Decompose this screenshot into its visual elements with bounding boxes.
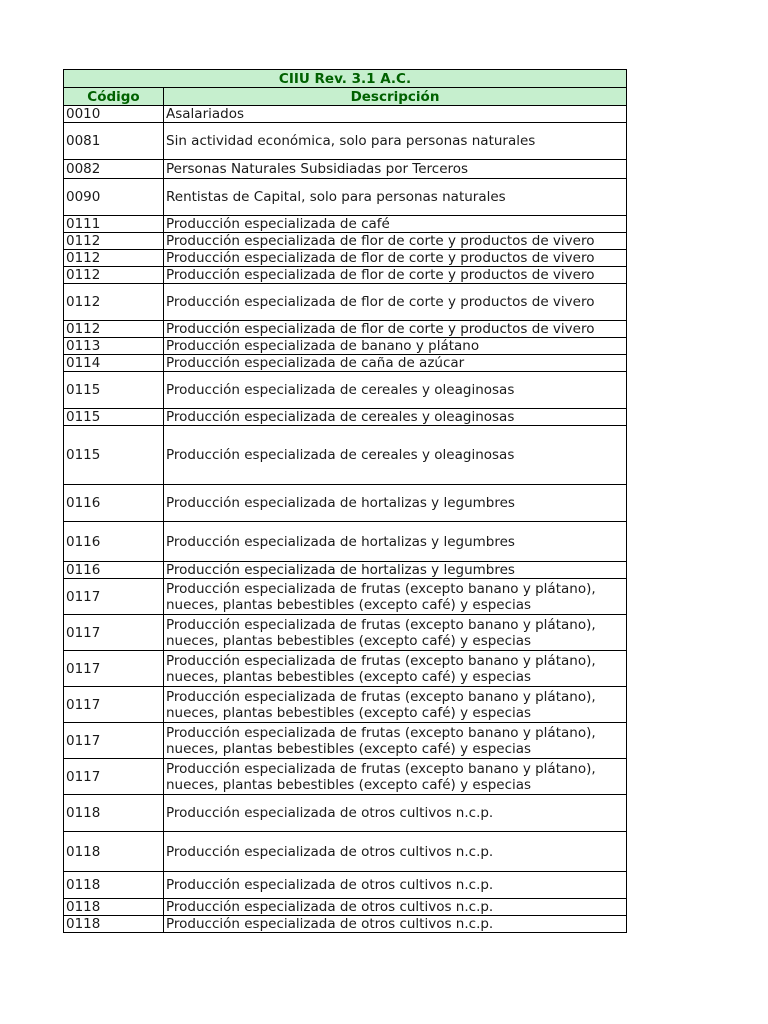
row-description: Asalariados (164, 106, 627, 123)
ciiu-table (63, 69, 627, 933)
row-code: 0117 (64, 687, 164, 723)
row-code: 0090 (64, 179, 164, 216)
row-description: Producción especializada de banano y plátano (164, 338, 627, 355)
table-row (64, 485, 627, 522)
row-description: Producción especializada de flor de corte y productos de vivero (164, 267, 627, 284)
table-row (64, 832, 627, 872)
row-description: Producción especializada de flor de corte y productos de vivero (164, 321, 627, 338)
row-code: 0112 (64, 233, 164, 250)
table-row (64, 338, 627, 355)
row-description: Producción especializada de frutas (excepto banano y plátano), nueces, plantas bebestibles (excepto café) y especias (164, 615, 627, 651)
row-description: Producción especializada de frutas (excepto banano y plátano), nueces, plantas bebestibles (excepto café) y especias (164, 579, 627, 615)
table-row (64, 284, 627, 321)
table-row (64, 916, 627, 933)
table-row (64, 899, 627, 916)
row-code: 0112 (64, 321, 164, 338)
row-code: 0116 (64, 485, 164, 522)
table-row (64, 409, 627, 426)
table-row (64, 123, 627, 160)
row-description: Producción especializada de cereales y oleaginosas (164, 372, 627, 409)
row-description: Producción especializada de caña de azúcar (164, 355, 627, 372)
row-code: 0082 (64, 160, 164, 179)
row-description: Producción especializada de otros cultivos n.c.p. (164, 795, 627, 832)
row-code: 0115 (64, 409, 164, 426)
row-code: 0115 (64, 372, 164, 409)
table-row (64, 723, 627, 759)
table-row (64, 687, 627, 723)
row-description: Producción especializada de otros cultivos n.c.p. (164, 832, 627, 872)
table-row (64, 426, 627, 485)
row-code: 0117 (64, 579, 164, 615)
row-description: Producción especializada de frutas (excepto banano y plátano), nueces, plantas bebestibles (excepto café) y especias (164, 651, 627, 687)
table-row (64, 250, 627, 267)
table-row (64, 179, 627, 216)
row-code: 0117 (64, 615, 164, 651)
title-row (64, 70, 627, 88)
table-row (64, 372, 627, 409)
row-description: Sin actividad económica, solo para personas naturales (164, 123, 627, 160)
column-header-codigo: Código (64, 88, 164, 106)
table-row (64, 562, 627, 579)
table-row (64, 160, 627, 179)
row-description: Producción especializada de frutas (excepto banano y plátano), nueces, plantas bebestibles (excepto café) y especias (164, 723, 627, 759)
row-description: Producción especializada de flor de corte y productos de vivero (164, 250, 627, 267)
row-code: 0111 (64, 216, 164, 233)
row-description: Producción especializada de hortalizas y legumbres (164, 485, 627, 522)
row-code: 0118 (64, 795, 164, 832)
row-code: 0114 (64, 355, 164, 372)
row-code: 0116 (64, 562, 164, 579)
row-code: 0118 (64, 832, 164, 872)
row-code: 0113 (64, 338, 164, 355)
row-description: Personas Naturales Subsidiadas por Terceros (164, 160, 627, 179)
row-description: Producción especializada de café (164, 216, 627, 233)
row-code: 0116 (64, 522, 164, 562)
row-code: 0118 (64, 916, 164, 933)
table-row (64, 106, 627, 123)
row-description: Producción especializada de otros cultivos n.c.p. (164, 916, 627, 933)
table-row (64, 267, 627, 284)
table-row (64, 321, 627, 338)
table-row (64, 795, 627, 832)
row-description: Producción especializada de hortalizas y legumbres (164, 522, 627, 562)
table-row (64, 522, 627, 562)
row-code: 0112 (64, 250, 164, 267)
table-row (64, 233, 627, 250)
row-code: 0117 (64, 651, 164, 687)
row-code: 0118 (64, 872, 164, 899)
row-code: 0117 (64, 723, 164, 759)
table-row (64, 615, 627, 651)
column-header-descripcion: Descripción (164, 88, 627, 106)
row-code: 0081 (64, 123, 164, 160)
header-row (64, 88, 627, 106)
row-description: Producción especializada de otros cultivos n.c.p. (164, 872, 627, 899)
table-row (64, 216, 627, 233)
row-description: Producción especializada de cereales y oleaginosas (164, 409, 627, 426)
row-description: Producción especializada de flor de corte y productos de vivero (164, 233, 627, 250)
row-description: Producción especializada de otros cultivos n.c.p. (164, 899, 627, 916)
table-row (64, 651, 627, 687)
table-row (64, 759, 627, 795)
table-row (64, 872, 627, 899)
row-code: 0112 (64, 284, 164, 321)
row-code: 0112 (64, 267, 164, 284)
row-description: Producción especializada de cereales y oleaginosas (164, 426, 627, 485)
table-row (64, 579, 627, 615)
row-description: Rentistas de Capital, solo para personas naturales (164, 179, 627, 216)
row-code: 0118 (64, 899, 164, 916)
table-title: CIIU Rev. 3.1 A.C. (64, 70, 627, 88)
table-row (64, 355, 627, 372)
row-code: 0117 (64, 759, 164, 795)
row-description: Producción especializada de frutas (excepto banano y plátano), nueces, plantas bebestibles (excepto café) y especias (164, 759, 627, 795)
row-description: Producción especializada de flor de corte y productos de vivero (164, 284, 627, 321)
row-description: Producción especializada de hortalizas y legumbres (164, 562, 627, 579)
row-code: 0115 (64, 426, 164, 485)
row-description: Producción especializada de frutas (excepto banano y plátano), nueces, plantas bebestibles (excepto café) y especias (164, 687, 627, 723)
row-code: 0010 (64, 106, 164, 123)
